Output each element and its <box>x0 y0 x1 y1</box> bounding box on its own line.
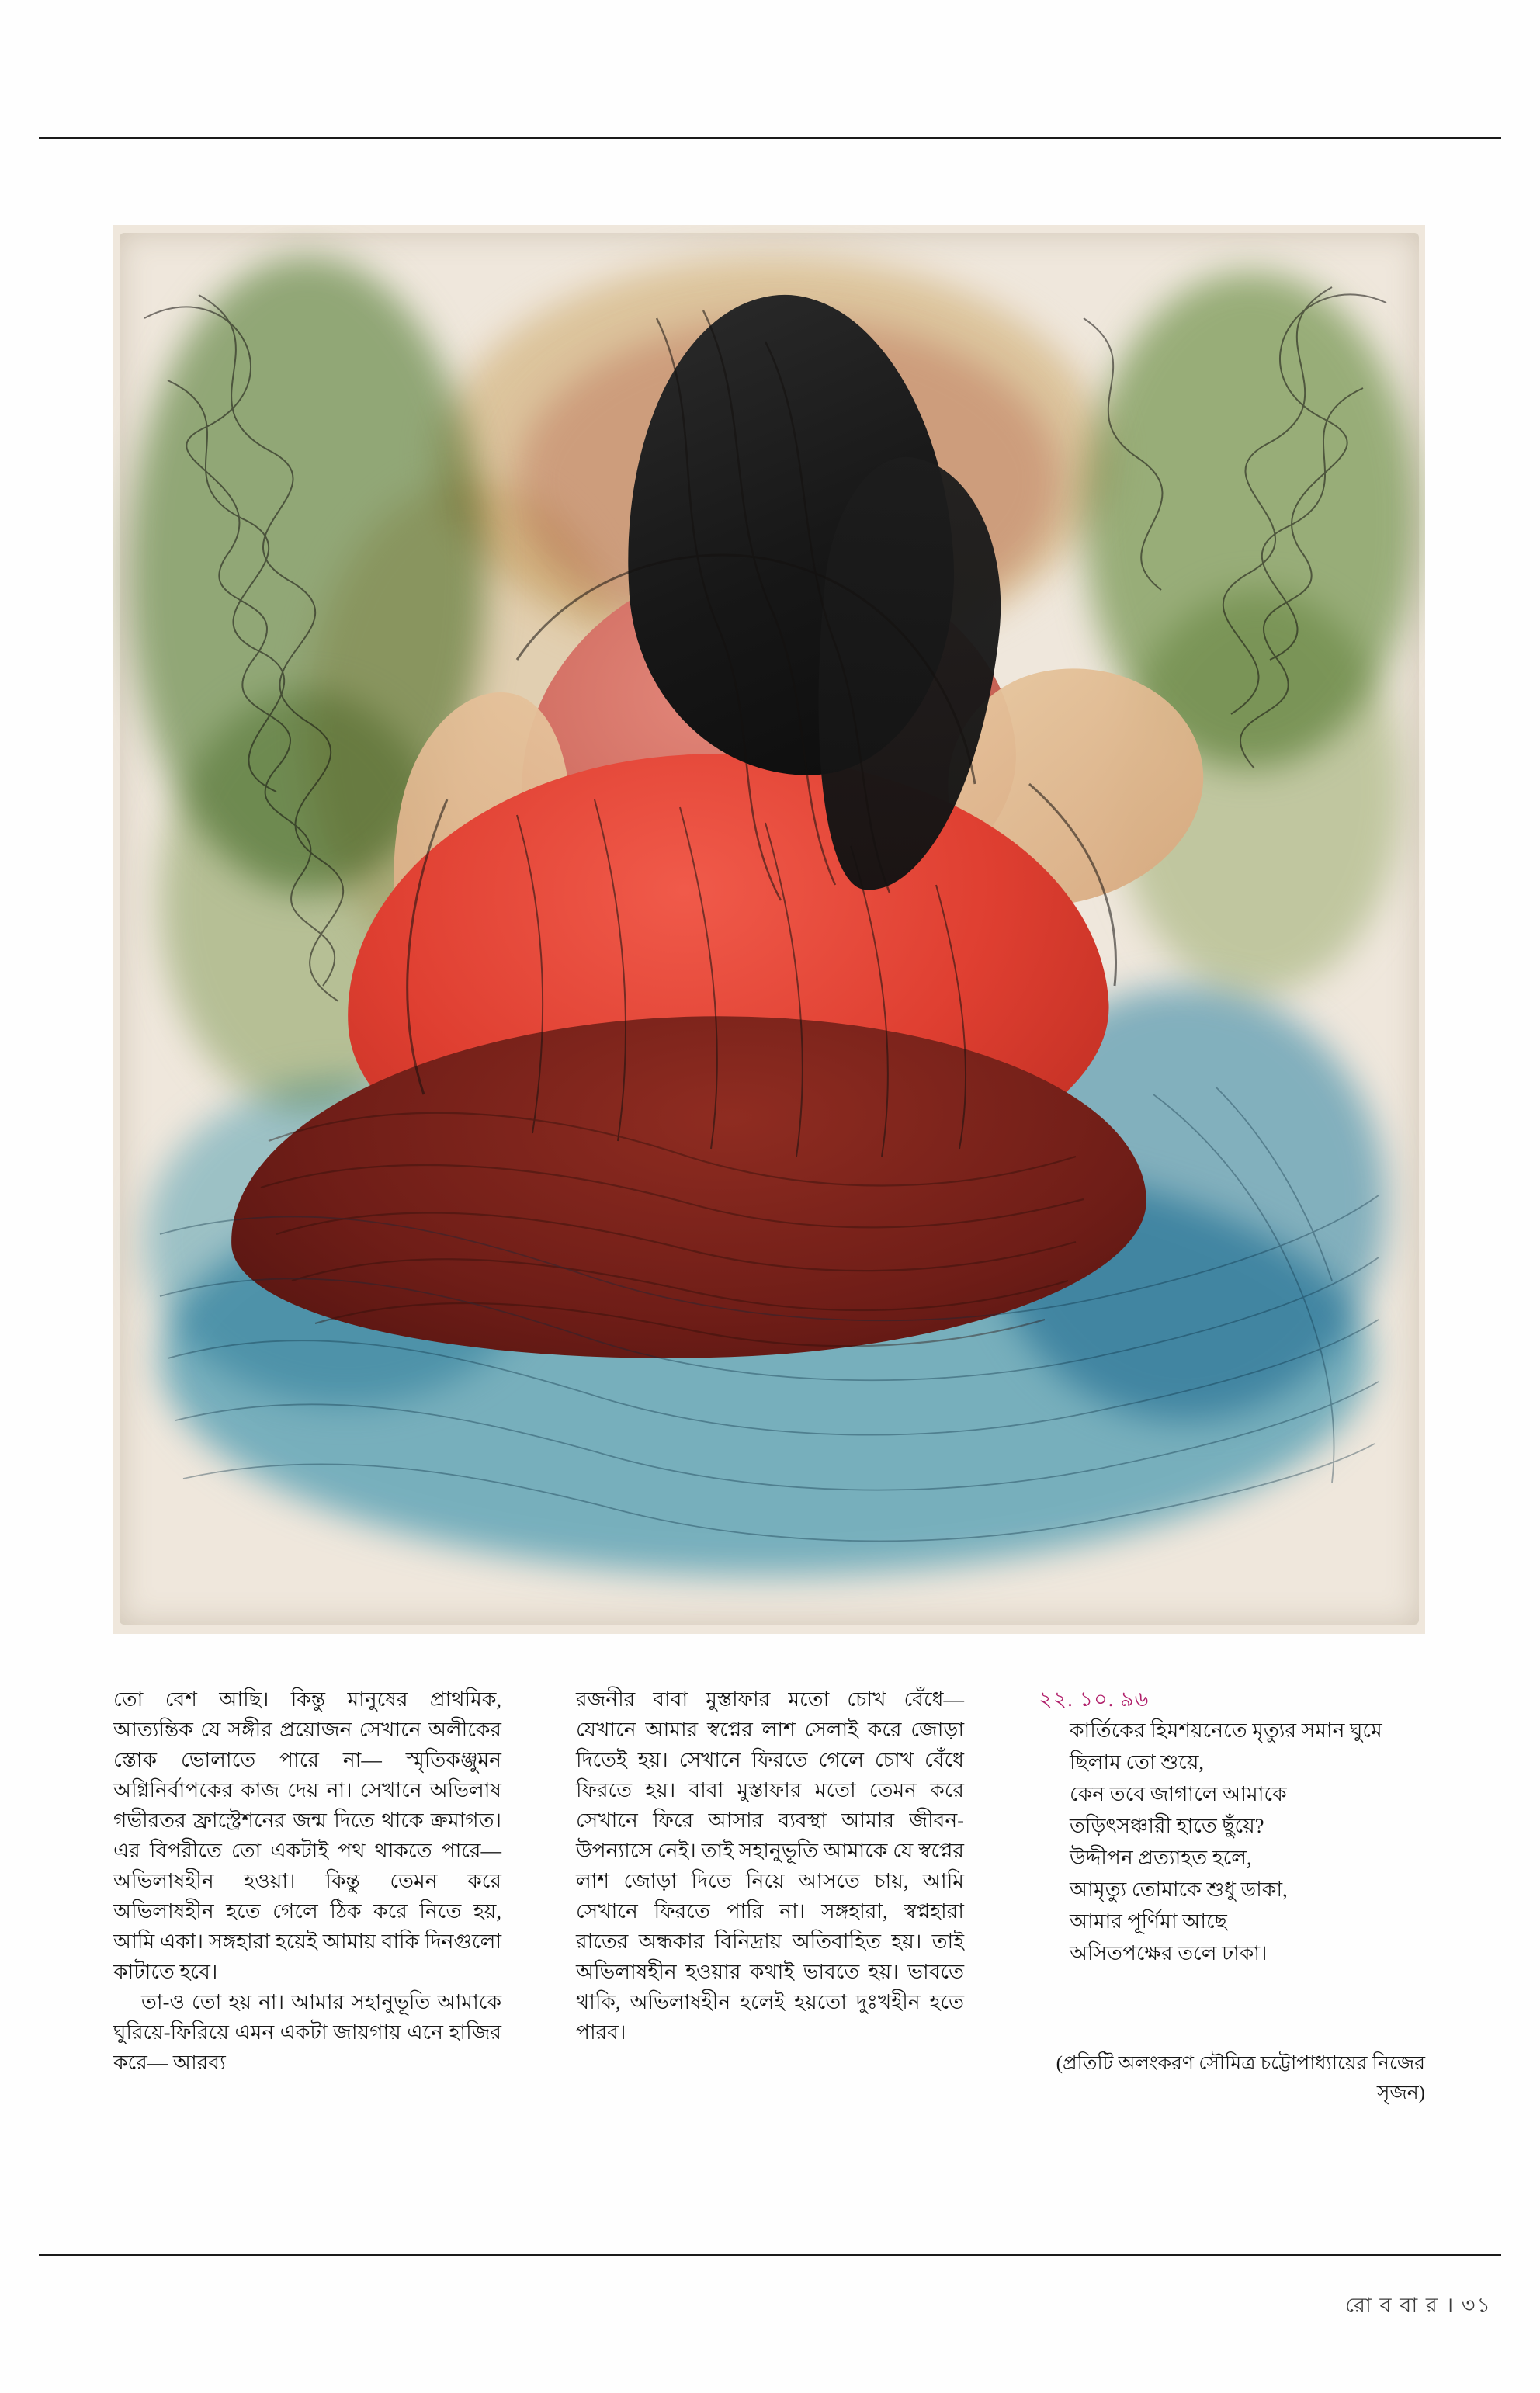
poem-line: আমার পূর্ণিমা আছে <box>1070 1909 1227 1933</box>
article-body <box>113 1684 1425 2189</box>
paragraph: রজনীর বাবা মুস্তাফার মতো চোখ বেঁধে— যেখানে আমার স্বপ্নের লাশ সেলাই করে জোড়া দিতেই হয়। সেখানে ফিরতে গেলে চোখ বেঁধে ফিরতে হয়। বাবা মুস্তাফার মতো তেমন করে সেখানে ফিরে আসার ব্যবস্থা আমার জীবন-উপন্যাসে নেই। তাই সহানুভূতি আমাকে যে স্বপ্নের লাশ জোড়া দিতে নিয়ে আসতে চায়, আমি সেখানে ফিরতে পারি না। সঙ্গহারা, স্বপ্নহারা রাতের অন্ধকার বিনিদ্রায় অতিবাহিত হয়। তাই অভিলাষহীন হওয়ার কথাই ভাবতে হয়। ভাবতে থাকি, অভিলাষহীন হলেই হয়তো দুঃখহীন হতে পারব। <box>576 1687 964 2044</box>
poem-line: ছিলাম তো শুয়ে, <box>1070 1750 1205 1774</box>
poem-line: কার্তিকের হিমশয়নেতে মৃত্যুর সমান ঘুমে <box>1070 1718 1382 1742</box>
poem-date: ২২. ১০. ৯৬ <box>1039 1687 1150 1711</box>
text-column-3 <box>1039 1684 1425 2103</box>
text-column-1 <box>113 1684 501 2078</box>
illustration-credit: (প্রতিটি অলংকরণ সৌমিত্র চট্টোপাধ্যায়ের নিজের সৃজন) <box>1056 2053 1425 2103</box>
illustration <box>113 225 1425 1634</box>
poem <box>1039 1715 1425 1969</box>
poem-line: আমৃত্যু তোমাকে শুধু ডাকা, <box>1070 1878 1288 1901</box>
bottom-divider <box>39 2254 1501 2256</box>
paragraph: তা-ও তো হয় না। আমার সহানুভূতি আমাকে ঘুরিয়ে-ফিরিয়ে এমন একটা জায়গায় এনে হাজির করে— আরব্য <box>113 1990 501 2074</box>
paragraph: তো বেশ আছি। কিন্তু মানুষের প্রাথমিক, আত্যন্তিক যে সঙ্গীর প্রয়োজন সেখানে অলীকের স্তোক ভোলাতে পারে না— স্মৃতিকঞ্জুমন অগ্নিনির্বাপকের কাজ দেয় না। সেখানে অভিলাষ গভীরতর ফ্রাস্ট্রেশনের জন্ম দিতে থাকে ক্রমাগত। এর বিপরীতে তো একটাই পথ থাকতে পারে— অভিলাষহীন হওয়া। কিন্তু তেমন করে অভিলাষহীন হতে গেলে ঠিক করে নিতে হয়, আমি একা। সঙ্গহারা হয়েই আমায় বাকি দিনগুলো কাটাতে হবে। <box>113 1687 501 1983</box>
poem-line: কেন তবে জাগালে আমাকে <box>1070 1782 1287 1805</box>
poem-line: তড়িৎসঞ্চারী হাতে ছুঁয়ে? <box>1070 1814 1264 1837</box>
poem-line: উদ্দীপন প্রত্যাহত হলে, <box>1070 1846 1252 1869</box>
page-footer: রো ব বা র । ৩১ <box>1345 2294 1492 2317</box>
text-column-2 <box>576 1684 964 2048</box>
top-divider <box>39 137 1501 139</box>
poem-line: অসিতপক্ষের তলে ঢাকা। <box>1070 1941 1268 1965</box>
